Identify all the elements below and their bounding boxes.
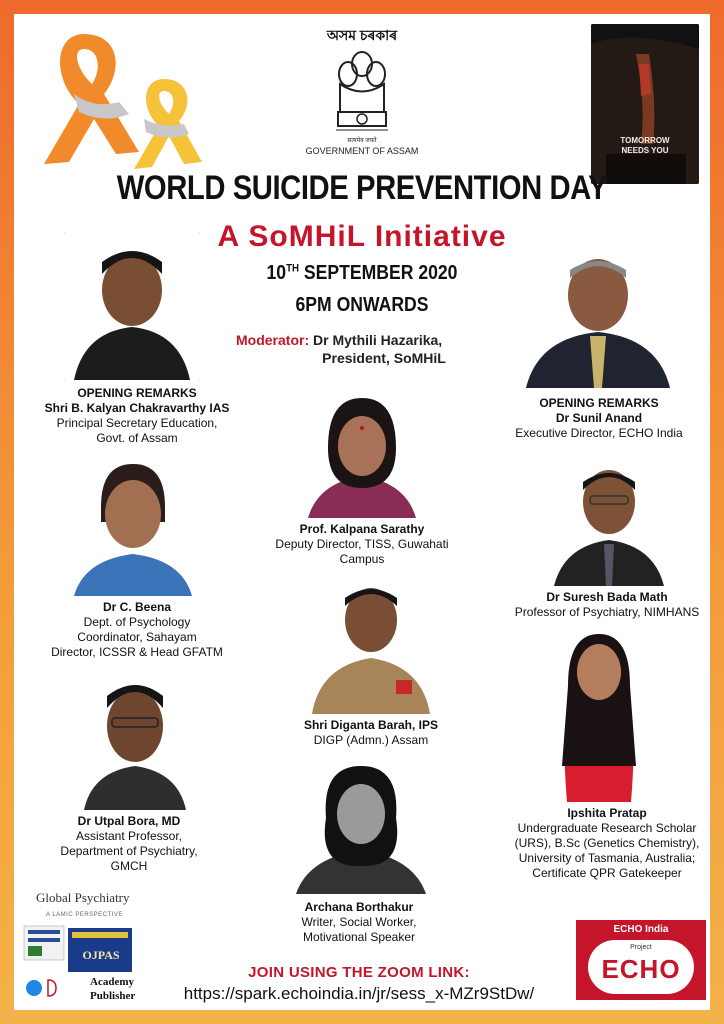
echo-india-logo xyxy=(576,920,706,1000)
speaker-photo-diganta xyxy=(306,570,436,714)
speaker-kalyan-name: Shri B. Kalyan Chakravarthy IAS xyxy=(44,401,230,415)
assamese-heading: অসম চৰকাৰ xyxy=(326,27,398,43)
speaker-kalyan-heading: OPENING REMARKS xyxy=(77,386,197,400)
event-title: WORLD SUICIDE PREVENTION DAY xyxy=(116,169,608,207)
join-label: JOIN USING THE ZOOM LINK: xyxy=(248,964,470,981)
speaker-ipshita-caption xyxy=(502,806,712,881)
emblem-motto: सत्यमेव जयते xyxy=(347,138,377,144)
date-month-year: SEPTEMBER 2020 xyxy=(299,262,458,284)
speaker-sunil-caption xyxy=(494,396,704,441)
speaker-kalyan-line1: Principal Secretary Education, xyxy=(56,416,218,430)
speaker-beena-line3: Director, ICSSR & Head GFATM xyxy=(51,645,223,659)
speaker-photo-kalyan xyxy=(64,232,200,380)
speaker-ipshita-line2: (URS), B.Sc (Genetics Chemistry), xyxy=(514,836,700,850)
speaker-utpal-name: Dr Utpal Bora, MD xyxy=(77,814,181,828)
event-date xyxy=(256,262,467,285)
date-sup: TH xyxy=(286,262,300,275)
state-emblem-icon xyxy=(326,44,398,146)
speaker-diganta-line1: DIGP (Admn.) Assam xyxy=(313,733,429,747)
awareness-ribbon-logo xyxy=(24,24,214,174)
speaker-sunil-line1: Executive Director, ECHO India xyxy=(515,426,683,440)
speaker-photo-ipshita xyxy=(532,626,666,802)
speaker-photo-sunil xyxy=(520,240,676,388)
speaker-archana-name: Archana Borthakur xyxy=(304,900,414,914)
date-day: 10 xyxy=(266,262,287,284)
government-label: GOVERNMENT OF ASSAM xyxy=(305,146,419,156)
speaker-beena-caption xyxy=(42,600,232,660)
event-time-wrap xyxy=(242,294,482,317)
speaker-diganta-caption xyxy=(276,718,466,748)
speaker-diganta-name: Shri Diganta Barah, IPS xyxy=(303,718,439,732)
speaker-kalyan-caption xyxy=(24,386,250,446)
speaker-photo-beena xyxy=(66,452,200,596)
event-title-wrap xyxy=(74,169,650,208)
event-subtitle: A SoMHiL Initiative xyxy=(217,220,507,253)
speaker-beena-name: Dr C. Beena xyxy=(102,600,172,614)
echo-india-label: ECHO India xyxy=(613,924,669,935)
ojpas-logo: OJPAS xyxy=(82,948,120,962)
speaker-utpal-line3: GMCH xyxy=(110,859,148,873)
moderator-role: President, SoMHiL xyxy=(322,350,446,366)
speaker-archana-caption xyxy=(264,900,454,945)
zoom-link[interactable]: https://spark.echoindia.in/jr/sess_x-MZr9StDw/ xyxy=(183,984,535,1003)
academy-label: Academy xyxy=(90,976,134,988)
speaker-ipshita-line3: University of Tasmania, Australia; xyxy=(518,851,696,865)
speaker-utpal-caption xyxy=(34,814,224,874)
speaker-kalpana-name: Prof. Kalpana Sarathy xyxy=(299,522,425,536)
speaker-archana-line1: Writer, Social Worker, xyxy=(301,915,417,929)
moderator-line xyxy=(236,332,506,348)
poster-tagline: TOMORROW NEEDS YOU xyxy=(620,136,670,155)
speaker-suresh-name: Dr Suresh Bada Math xyxy=(546,590,668,604)
publisher-label: Publisher xyxy=(90,990,136,1002)
speaker-ipshita-line1: Undergraduate Research Scholar xyxy=(517,821,697,835)
speaker-ipshita-line4: Certificate QPR Gatekeeper xyxy=(532,866,682,880)
speaker-suresh-caption xyxy=(502,590,712,620)
lamic-tagline: A LAMIC PERSPECTIVE xyxy=(46,912,123,918)
speaker-utpal-line1: Assistant Professor, xyxy=(75,829,183,843)
speaker-kalpana-line2: Campus xyxy=(339,552,385,566)
global-psychiatry-logo: Global Psychiatry xyxy=(36,890,130,905)
speaker-ipshita-name: Ipshita Pratap xyxy=(567,806,647,820)
event-date-wrap xyxy=(242,262,482,285)
speaker-archana-line2: Motivational Speaker xyxy=(302,930,416,944)
speaker-kalpana-line1: Deputy Director, TISS, Guwahati xyxy=(275,537,449,551)
speaker-beena-line2: Coordinator, Sahayam xyxy=(77,630,197,644)
speaker-sunil-heading: OPENING REMARKS xyxy=(539,396,659,410)
speaker-kalyan-line2: Govt. of Assam xyxy=(96,431,178,445)
speaker-sunil-name: Dr Sunil Anand xyxy=(555,411,643,425)
speaker-utpal-line2: Department of Psychiatry, xyxy=(60,844,198,858)
speaker-beena-line1: Dept. of Psychology xyxy=(83,615,191,629)
speaker-photo-kalpana xyxy=(298,388,426,518)
speaker-suresh-line1: Professor of Psychiatry, NIMHANS xyxy=(514,605,700,619)
speaker-photo-utpal xyxy=(80,666,190,810)
moderator-name: Dr Mythili Hazarika, xyxy=(309,332,443,348)
speaker-kalpana-caption xyxy=(262,522,462,567)
speaker-photo-archana xyxy=(286,758,436,894)
tomorrow-needs-you-poster xyxy=(591,24,699,184)
moderator-label: Moderator: xyxy=(236,332,310,348)
echo-project-label: Project xyxy=(630,944,652,951)
speaker-photo-suresh xyxy=(550,450,668,586)
echo-wordmark: ECHO xyxy=(601,954,681,984)
event-time: 6PM ONWARDS xyxy=(295,294,429,316)
poster-canvas xyxy=(14,14,710,1010)
